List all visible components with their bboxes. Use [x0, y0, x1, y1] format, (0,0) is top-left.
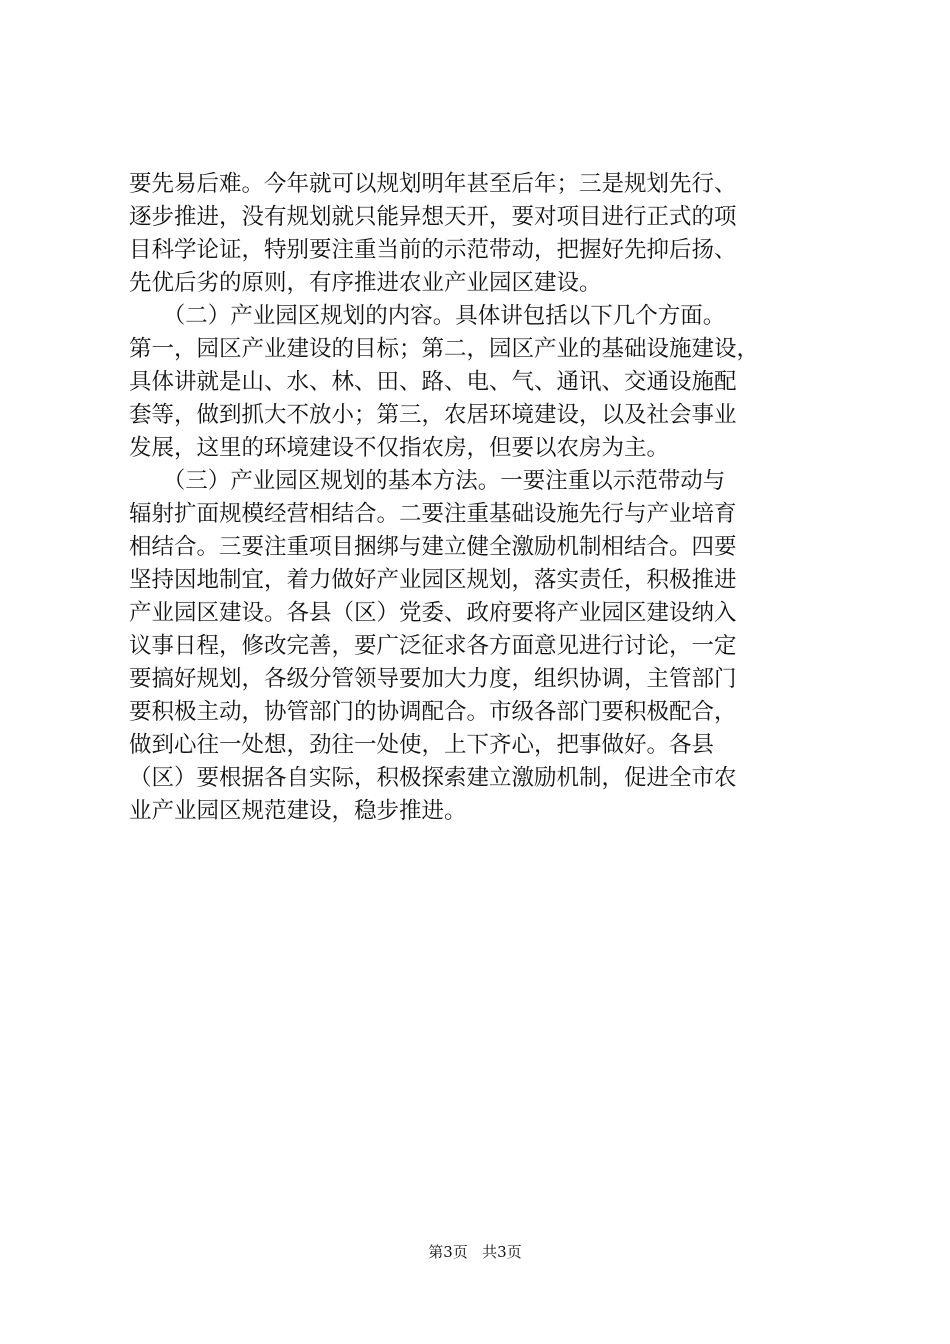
- text-line: （区）要根据各自实际，积极探索建立激励机制，促进全市农: [129, 765, 737, 791]
- text-line: 相结合。三要注重项目捆绑与建立健全激励机制相结合。四要: [129, 534, 737, 560]
- page-footer: [0, 1242, 950, 1262]
- text-line: 逐步推进，没有规划就只能异想天开，要对项目进行正式的项: [129, 204, 737, 230]
- text-line: 要积极主动，协管部门的协调配合。市级各部门要积极配合，: [129, 699, 737, 725]
- text-line: 坚持因地制宜，着力做好产业园区规划，落实责任，积极推进: [129, 567, 737, 593]
- text-line: 具体讲就是山、水、林、田、路、电、气、通讯、交通设施配: [129, 369, 737, 395]
- text-line: 议事日程，修改完善，要广泛征求各方面意见进行讨论，一定: [129, 633, 737, 659]
- text-line: 第一，园区产业建设的目标；第二，园区产业的基础设施建设，: [129, 336, 760, 362]
- text-line: 要先易后难。今年就可以规划明年甚至后年；三是规划先行、: [129, 171, 737, 197]
- text-line: 发展，这里的环境建设不仅指农房，但要以农房为主。: [129, 435, 670, 461]
- text-line: 要搞好规划，各级分管领导要加大力度，组织协调，主管部门: [129, 666, 737, 692]
- text-line: （二）产业园区规划的内容。具体讲包括以下几个方面。: [129, 303, 726, 329]
- text-line: 产业园区建设。各县（区）党委、政府要将产业园区建设纳入: [129, 600, 737, 626]
- text-line: 目科学论证，特别要注重当前的示范带动，把握好先抑后扬、: [129, 237, 737, 263]
- text-line: 套等，做到抓大不放小；第三，农居环境建设，以及社会事业: [129, 402, 737, 428]
- document-body: [129, 168, 849, 828]
- footer-gap: [473, 1243, 478, 1261]
- text-line: （三）产业园区规划的基本方法。一要注重以示范带动与: [129, 468, 726, 494]
- text-line: 业产业园区规范建设，稳步推进。: [129, 798, 467, 824]
- text-line: 先优后劣的原则，有序推进农业产业园区建设。: [129, 270, 602, 296]
- text-line: 辐射扩面规模经营相结合。二要注重基础设施先行与产业培育: [129, 501, 737, 527]
- text-line: 做到心往一处想，劲往一处使，上下齐心，把事做好。各县: [129, 732, 715, 758]
- page-total: 共3页: [482, 1243, 522, 1261]
- page-number: 第3页: [428, 1243, 468, 1261]
